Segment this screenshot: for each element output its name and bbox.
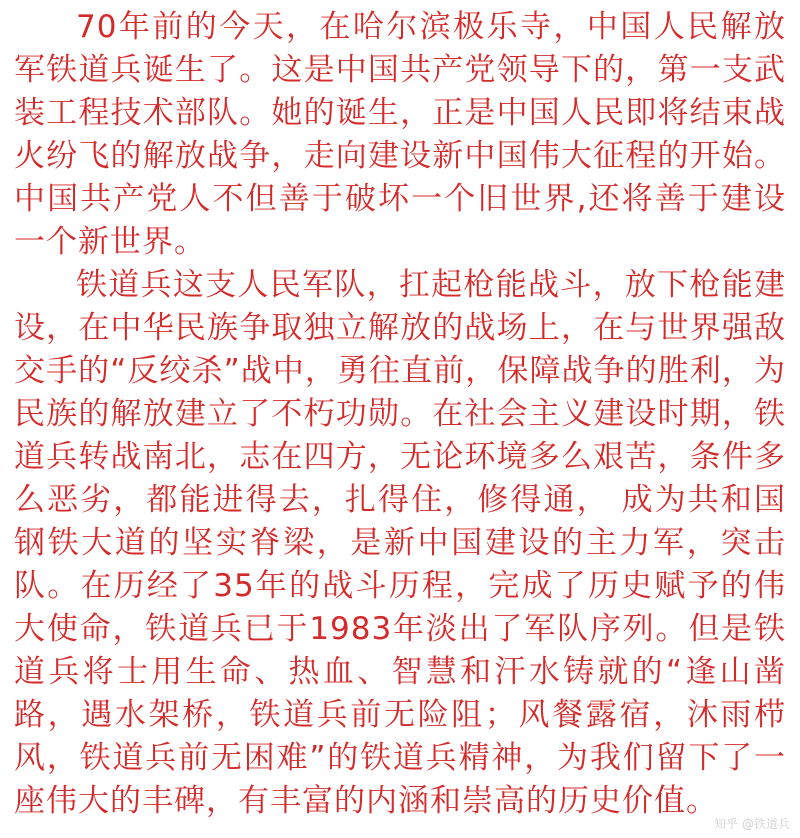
paragraph-2: 铁道兵这支人民军队，扛起枪能战斗，放下枪能建设，在中华民族争取独立解放的战场上，在与世界强敌交手的“反绞杀”战中，勇往直前，保障战争的胜利，为民族的解放建立了不朽功勋。在社会主义建设时期，铁道兵转战南北，志在四方，无论环境多么艰苦，条件多么恶劣，都能进得去，扎得住，修得通， 成为共和国钢铁大道的坚实脊梁，是新中国建设的主力军，突击队。在历经了35年的战斗历程，完成了历史赋予的伟大使命，铁道兵已于1983年淡出了军队序列。但是铁道兵将士用生命、热血、智慧和汗水铸就的“逢山凿路，遇水架桥，铁道兵前无险阻；风餐露宿，沐雨栉风，铁道兵前无困难”的铁道兵精神，为我们留下了一座伟大的丰碑，有丰富的内涵和崇高的历史价值。 — [14, 267, 786, 819]
watermark: 知乎 @铁道兵 — [714, 817, 790, 831]
paragraph-1: 70年前的今天，在哈尔滨极乐寺，中国人民解放军铁道兵诞生了。这是中国共产党领导下的，第一支武装工程技术部队。她的诞生，正是中国人民即将结束战火纷飞的解放战争，走向建设新中国伟大征程的开始。中国共产党人不但善于破坏一个旧世界,还将善于建设一个新世界。 — [14, 9, 786, 260]
article-body — [14, 6, 786, 823]
